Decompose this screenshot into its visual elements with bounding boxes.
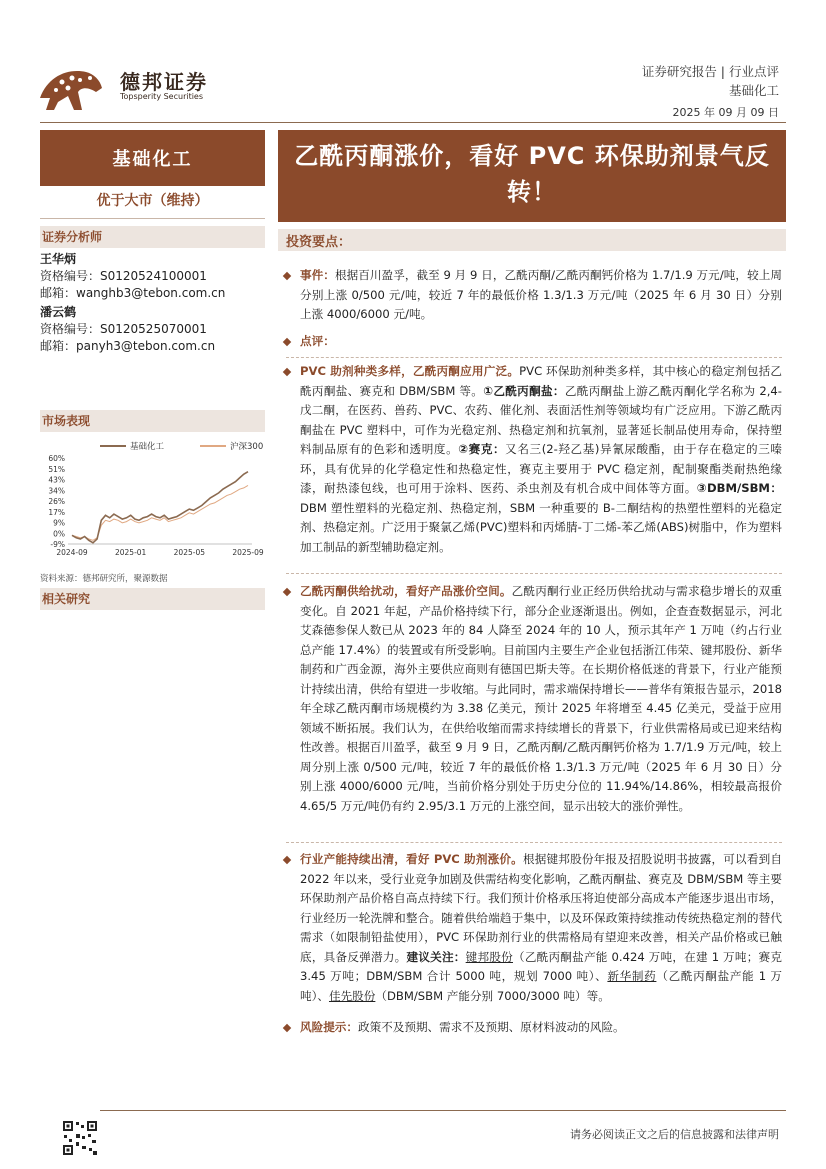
analyst-license: S0120524100001 bbox=[100, 269, 207, 283]
analyst-block-2 bbox=[40, 304, 215, 355]
report-meta bbox=[642, 62, 779, 100]
chart-source: 资料来源：德邦研究所，聚源数据 bbox=[40, 574, 168, 584]
dashed-divider bbox=[286, 842, 782, 843]
point-key: ②赛克： bbox=[458, 442, 506, 456]
point-text: PVC 环保助剂种类多样，其中核心的稳定剂包括乙酰丙酮盐、赛克和 DBM/SBM 等。 bbox=[300, 364, 782, 398]
y-tick-label: 51% bbox=[48, 464, 65, 474]
point-text: 根据键邦股份年报及招股说明书披露，可以看到自 2022 年以来，受行业竞争加剧及供需结构变化影响，乙酰丙酮盐、赛克及 DBM/SBM 等主要环保助剂产品价格自高点持续下行。我们预计价格承压将迫使部分高成本产能逐步退出市场，行业经历一轮洗牌和整合。随着供给端趋于集中，以及环保政策持续推动传统热稳定剂的替代需求（如限制铅盐使用），PVC 环保助剂行业的供需格局有望迎来改善，相关产品价格或已触底，具备反弹潜力。 bbox=[300, 852, 782, 964]
dashed-divider bbox=[286, 573, 782, 574]
analyst-section-title: 证券分析师 bbox=[40, 226, 265, 248]
point-text: 乙酰丙酮行业正经历供给扰动与需求稳步增长的双重变化。自 2021 年起，产品价格持续下行，部分企业逐渐退出。例如，企查查数据显示，河北艾森德参保人数已从 2023 年的 84 人降至 2024 年的 10 人，预示其年产 1 万吨（约占行业总产能 17.4%）的装置或有所受影响。目前国内主要生产企业包括浙江伟荣、键邦股份、新华制药和广西金源，海外主要供应商则有德国巴斯夫等。在长期价格低迷的背景下，行业产能预计持续出清，供给有望进一步收缩。与此同时，需求端保持增长——普华有策报告显示，2018 年全球乙酰丙酮市场规模约为 3.38 亿美元，预计 2025 年将增至 4.45 亿美元，受益于应用领域不断拓展。我们认为，在供给收缩而需求持续增长的背景下，行业供需格局或已迎来结构性改善。根据百川盈孚，截至 9 月 9 日，乙酰丙酮/乙酰丙酮钙价格为 1.7/1.9 万元/吨，较上周分别上涨 0/500 元/吨，较近 7 年的最低价格 1.3/1.3 万元/吨（2025 年 6 月 30 日）分别上涨 4000/6000 元/吨，当前价格分别处于历史分位的 11.94%/14.86%，相较最高报价 4.65/5 万元/吨仍有约 2.95/3.1 万元的上涨空间，显示出较大的涨价弹性。 bbox=[300, 584, 782, 813]
point-event bbox=[286, 266, 782, 325]
point-capacity bbox=[286, 850, 782, 1006]
point-pvc-additives bbox=[286, 362, 782, 557]
license-label: 资格编号： bbox=[40, 269, 101, 283]
analyst-name: 潘云鹤 bbox=[40, 305, 77, 319]
report-sector: 基础化工 bbox=[728, 83, 779, 98]
report-type: 证券研究报告 | 行业点评 bbox=[641, 64, 779, 79]
point-key: 建议关注： bbox=[406, 949, 466, 964]
logo-text-cn: 德邦证券 bbox=[120, 70, 208, 94]
point-supply bbox=[286, 582, 782, 816]
point-risk bbox=[286, 1018, 782, 1038]
point-text: 又名三(2-羟乙基)异氰尿酸酯，由于存在稳定的三嗪环，具有优异的化学稳定性和热稳定性，赛克主要用于 PVC 稳定剂，配制聚酯类耐热绝缘漆，耐热漆包线，也可用于涂料、医药、杀虫剂及有机合成中间体等方面。 bbox=[300, 442, 782, 495]
y-tick-label: 0% bbox=[53, 529, 65, 539]
key-points-bar bbox=[278, 229, 786, 251]
point-key: ①乙酰丙酮盐： bbox=[483, 383, 565, 398]
y-tick-label: 43% bbox=[48, 475, 65, 485]
point-head: 乙酰丙酮供给扰动，看好产品涨价空间。 bbox=[300, 584, 512, 598]
sector-box: 基础化工 bbox=[40, 130, 265, 186]
x-tick-label: 2025-01 bbox=[114, 548, 147, 557]
license-label: 资格编号： bbox=[40, 322, 101, 336]
email-label: 邮箱： bbox=[40, 286, 77, 300]
x-tick-label: 2024-09 bbox=[56, 548, 88, 557]
point-head: 行业产能持续出清，看好 PVC 助剂涨价。 bbox=[300, 852, 523, 866]
point-head: PVC 助剂种类多样，乙酰丙酮应用广泛。 bbox=[300, 364, 520, 378]
stock-link-jiaxian[interactable]: 佳先股份 bbox=[328, 988, 376, 1003]
point-text: （乙酰丙酮盐产能 0.424 万吨，在建 1 万吨；赛克 3.45 万吨；DBM/SBM 合计 5000 吨，规划 7000 吨）、 bbox=[300, 949, 782, 983]
y-tick-label: -9% bbox=[50, 540, 65, 549]
report-title: 乙酰丙酮涨价，看好 PVC 环保助剂景气反转！ bbox=[278, 130, 786, 222]
point-head: 点评： bbox=[300, 334, 335, 348]
legend-label: 沪深300 bbox=[230, 442, 264, 452]
analyst-name: 王华炳 bbox=[40, 252, 77, 266]
key-points-label: 投资要点： bbox=[286, 235, 352, 250]
point-comment bbox=[286, 332, 782, 352]
qr-code-icon bbox=[62, 1120, 98, 1156]
market-performance-chart bbox=[40, 436, 265, 568]
legend-label: 基础化工 bbox=[130, 442, 165, 452]
email-label: 邮箱： bbox=[40, 339, 77, 353]
y-tick-label: 26% bbox=[48, 497, 65, 506]
series-line bbox=[72, 472, 248, 543]
analyst-license: S0120525070001 bbox=[100, 322, 207, 336]
market-section-title: 市场表现 bbox=[40, 410, 265, 432]
x-tick-label: 2025-09 bbox=[232, 548, 264, 557]
sidebar-divider bbox=[40, 218, 265, 219]
y-tick-label: 9% bbox=[53, 518, 65, 528]
stock-link-jianbang[interactable]: 键邦股份 bbox=[465, 949, 513, 964]
company-logo-icon bbox=[38, 58, 104, 112]
point-head: 风险提示： bbox=[300, 1020, 358, 1034]
dashed-divider bbox=[286, 357, 782, 358]
point-key: ③DBM/SBM： bbox=[696, 481, 782, 495]
point-text: 乙酰丙酮盐上游乙酰丙酮化学名称为 2,4-戊二酮，在医药、兽药、PVC、农药、催化剂、表面活性剂等领域均有广泛应用。下游乙酰丙酮盐在 PVC 塑料中，可作为光稳定剂、热稳定剂和抗氧剂，显著延长制品使用寿命，保持塑料制品原有的色彩和透明度。 bbox=[300, 383, 782, 456]
related-section-title: 相关研究 bbox=[40, 588, 265, 610]
point-text: DBM 塑性塑料的光稳定剂、热稳定剂，SBM 一种重要的 B-二酮结构的热塑性塑料的光稳定剂、热稳定剂。广泛用于聚氯乙烯(PVC)塑料和丙烯腈-丁二烯-苯乙烯(ABS)树脂中，作为塑料加工制品的新型辅助稳定剂。 bbox=[300, 500, 782, 554]
y-tick-label: 60% bbox=[48, 454, 65, 463]
footer-divider bbox=[100, 1110, 786, 1111]
analyst-email[interactable]: wanghb3@tebon.com.cn bbox=[76, 286, 226, 300]
point-head: 事件： bbox=[300, 268, 335, 282]
analyst-block-1 bbox=[40, 251, 225, 302]
header-divider bbox=[40, 122, 786, 123]
point-text: 政策不及预期、需求不及预期、原材料波动的风险。 bbox=[357, 1020, 625, 1034]
report-date: 2025 年 09 月 09 日 bbox=[672, 106, 779, 119]
point-text: 根据百川盈孚，截至 9 月 9 日，乙酰丙酮/乙酰丙酮钙价格为 1.7/1.9 万元/吨，较上周分别上涨 0/500 元/吨，较近 7 年的最低价格 1.3/1.3 万元/吨（2025 年 6 月 30 日）分别上涨 4000/6000 元/吨。 bbox=[300, 268, 782, 321]
y-tick-label: 34% bbox=[48, 486, 65, 496]
point-text: （DBM/SBM 产能分别 7000/3000 吨）等。 bbox=[375, 988, 610, 1003]
stock-link-xinhua[interactable]: 新华制药 bbox=[607, 969, 657, 983]
x-tick-label: 2025-05 bbox=[173, 548, 206, 557]
point-text: （乙酰丙酮盐产能 1 万吨）、 bbox=[300, 969, 782, 1003]
logo-text-en: Topsperity Securities bbox=[120, 92, 204, 101]
y-tick-label: 17% bbox=[48, 507, 65, 517]
footer-disclaimer: 请务必阅读正文之后的信息披露和法律声明 bbox=[570, 1128, 779, 1141]
analyst-email[interactable]: panyh3@tebon.com.cn bbox=[76, 339, 216, 353]
rating-text: 优于大市（维持） bbox=[96, 193, 209, 209]
